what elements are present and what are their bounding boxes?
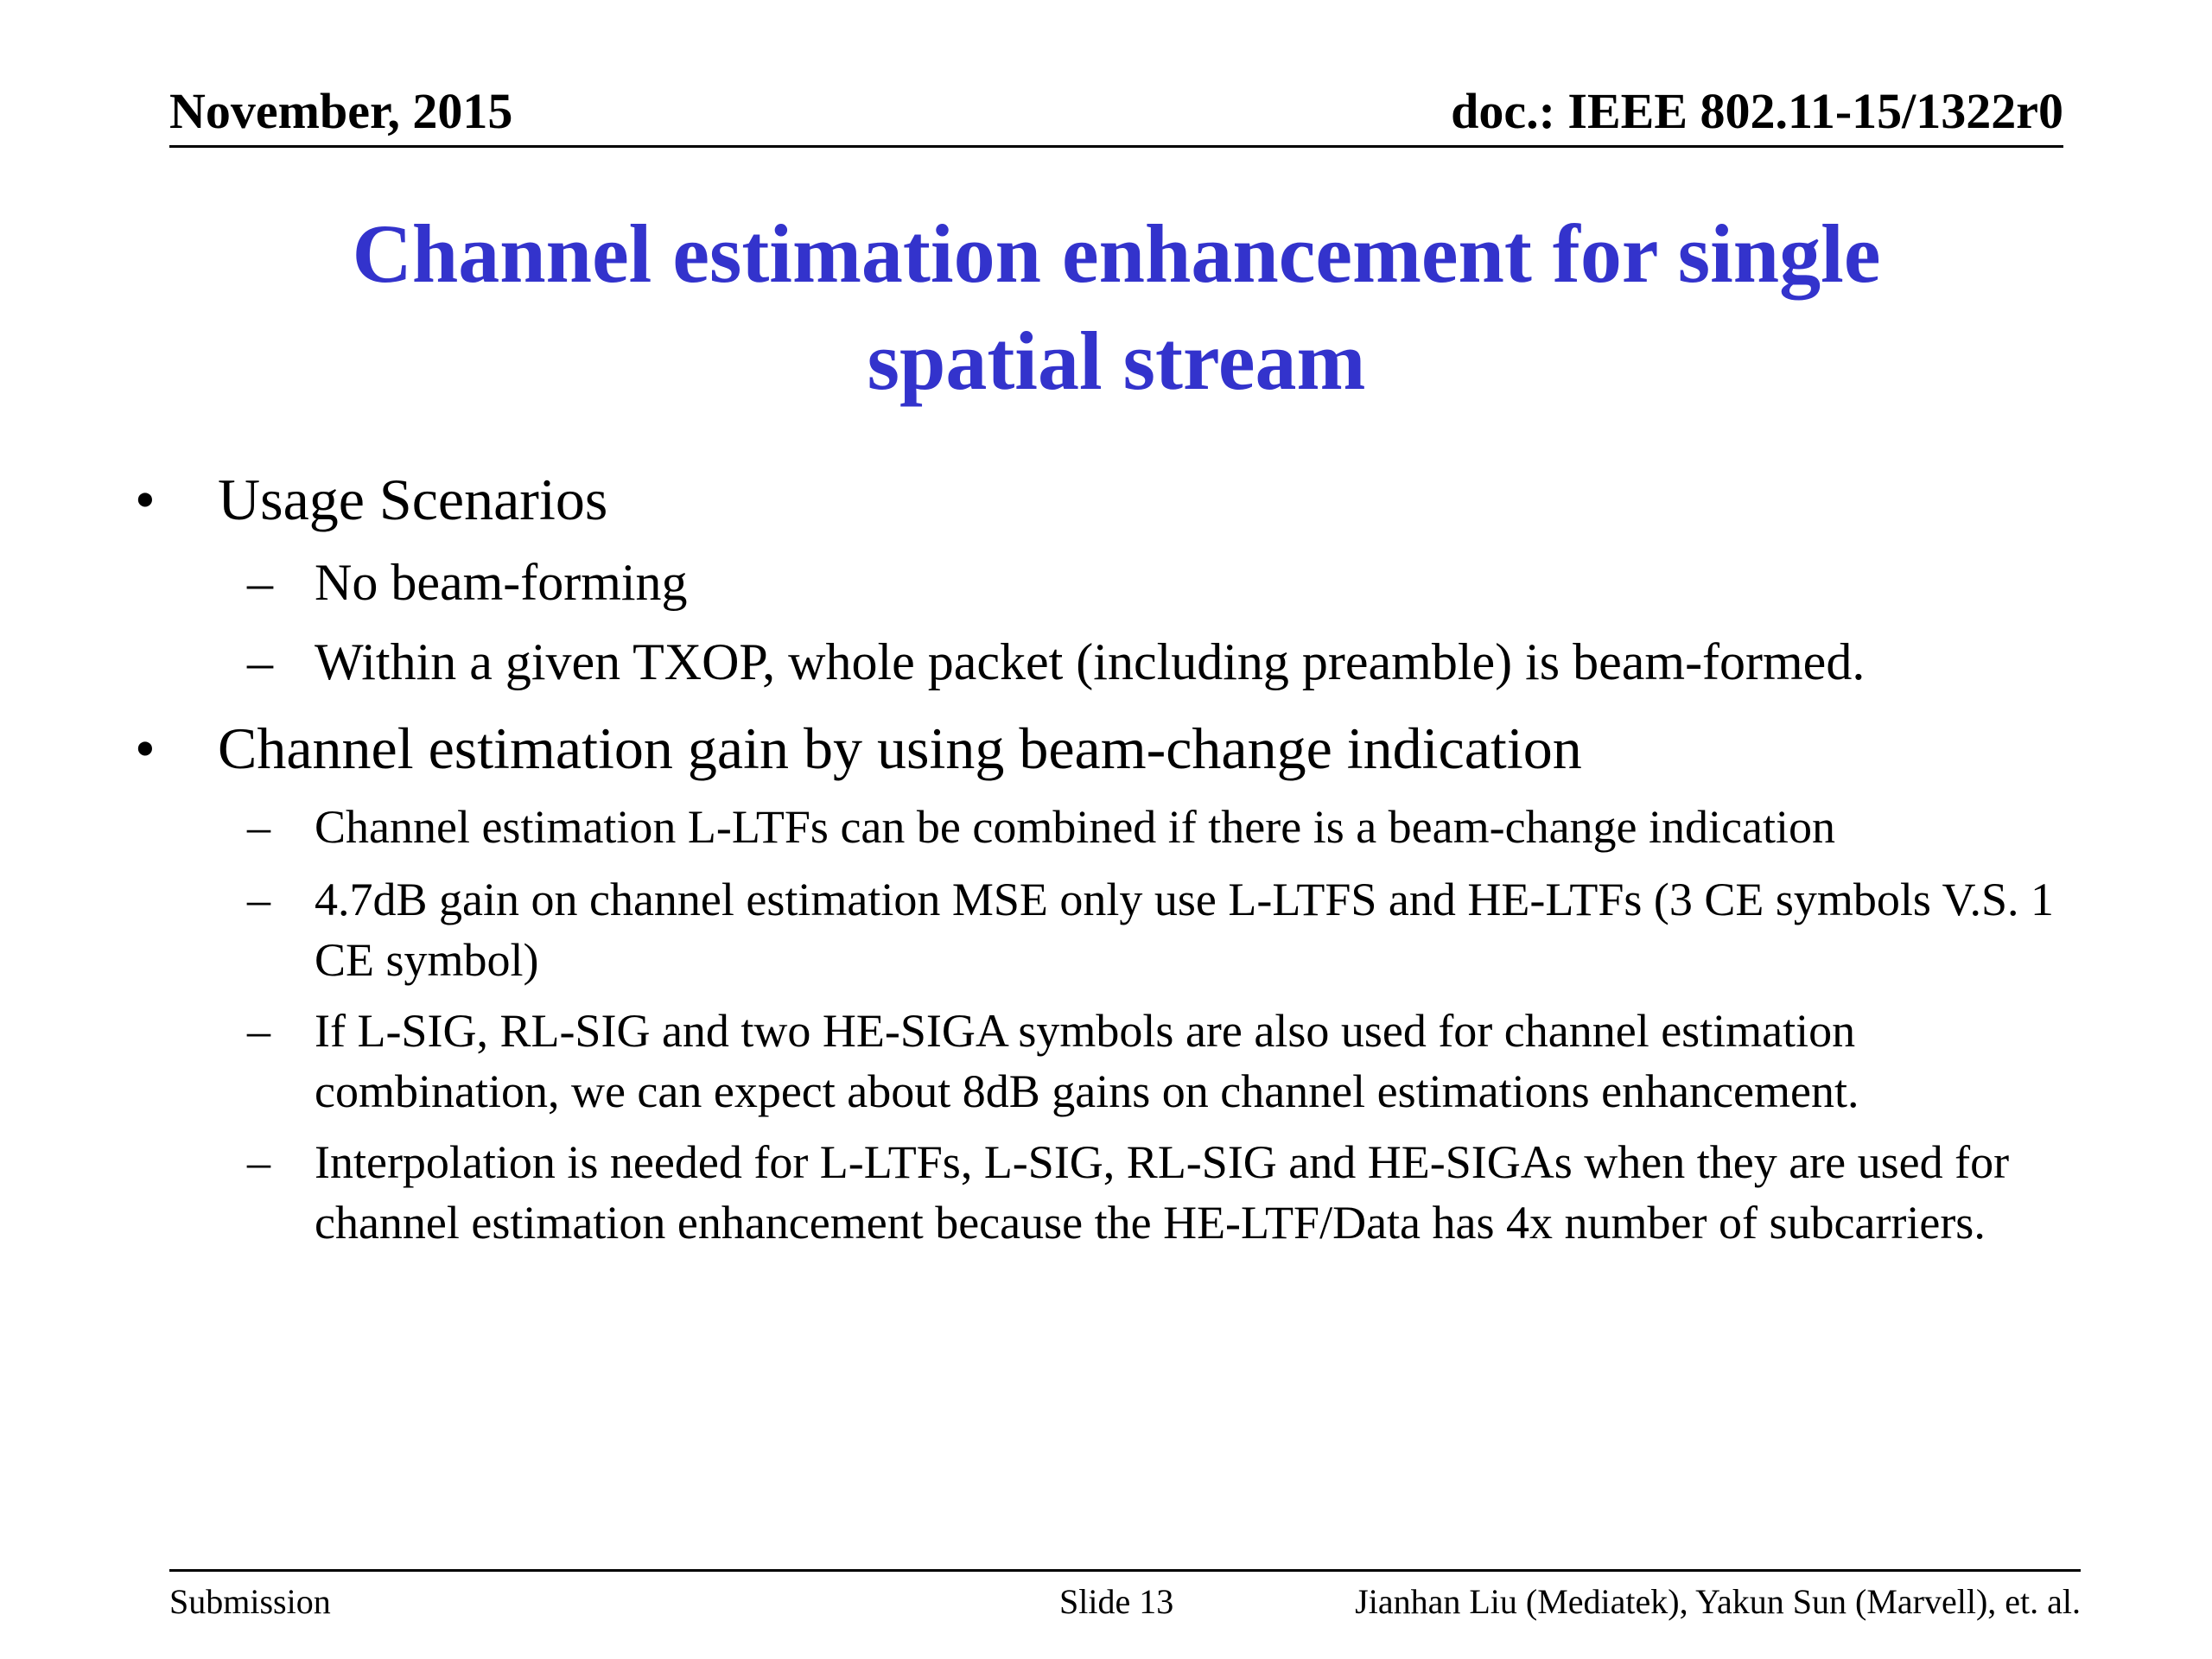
footer-submission: Submission — [169, 1582, 331, 1621]
slide-title-line-2: spatial stream — [867, 315, 1366, 407]
sub-bullet-marker: – — [247, 1136, 270, 1188]
sub-bullet-text: Channel estimation L-LTFs can be combined if there is a beam-change indication — [315, 801, 1835, 853]
sub-bullet-marker: – — [247, 633, 273, 690]
bullet-marker: • — [135, 467, 156, 532]
bullet-marker: • — [135, 715, 156, 781]
header-doc-id: doc.: IEEE 802.11-15/1322r0 — [1451, 83, 2063, 139]
sub-bullet-text: 4.7dB gain on channel estimation MSE only use L-LTFS and HE-LTFs (3 CE symbols V.S. 1 CE symbol) — [315, 874, 2055, 986]
header-date: November, 2015 — [169, 83, 513, 139]
sub-bullet-text: Interpolation is needed for L-LTFs, L-SIG, RL-SIG and HE-SIGAs when they are used for channel estimation enhancement because the HE-LTF/Data has 4x number of subcarriers. — [315, 1136, 2010, 1249]
sub-bullet-text: Within a given TXOP, whole packet (including preamble) is beam-formed. — [315, 633, 1866, 690]
bullet-text: Usage Scenarios — [218, 467, 608, 532]
sub-bullet-marker: – — [247, 801, 270, 853]
sub-bullet-marker: – — [247, 554, 273, 611]
sub-bullet-marker: – — [247, 874, 270, 925]
footer-divider — [169, 1569, 2081, 1572]
sub-bullet-text: If L-SIG, RL-SIG and two HE-SIGA symbols are also used for channel estimation combination, we can expect about 8dB gains on channel estimations enhancement. — [315, 1005, 1859, 1117]
sub-bullet-text: No beam-forming — [315, 554, 688, 611]
slide-title-line-1: Channel estimation enhancement for single — [352, 207, 1881, 300]
sub-bullet-marker: – — [247, 1005, 270, 1057]
bullet-text: Channel estimation gain by using beam-change indication — [218, 715, 1582, 781]
footer-slide-number: Slide 13 — [1059, 1582, 1174, 1621]
footer-authors: Jianhan Liu (Mediatek), Yakun Sun (Marvell), et. al. — [1355, 1582, 2081, 1621]
